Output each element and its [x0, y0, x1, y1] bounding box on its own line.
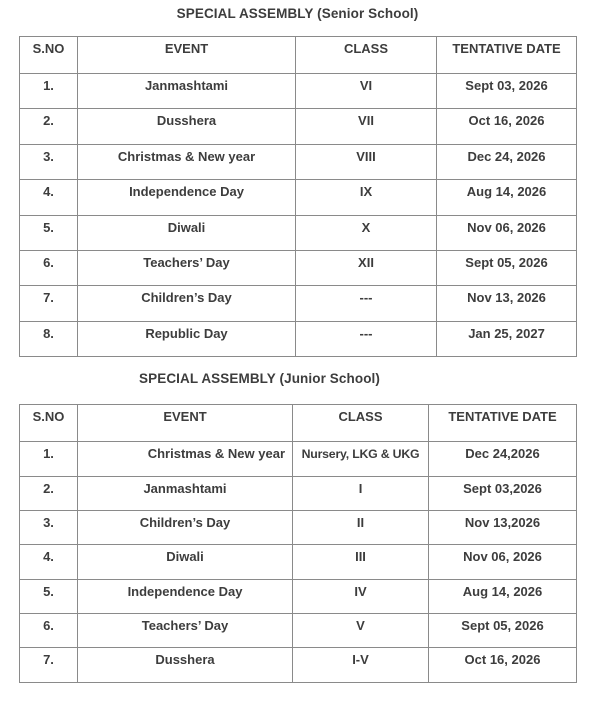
- table-row: [20, 215, 577, 250]
- junior-header-class: CLASS: [293, 405, 429, 442]
- cell-date: Nov 06, 2026: [429, 545, 577, 579]
- senior-section-title: SPECIAL ASSEMBLY (Senior School): [176, 6, 419, 21]
- cell-class: VI: [296, 74, 437, 109]
- cell-event: Dusshera: [78, 648, 293, 682]
- table-row: [20, 74, 577, 109]
- cell-event: Teachers’ Day: [78, 250, 296, 285]
- cell-sno: 2.: [20, 476, 78, 510]
- document-page: [0, 6, 602, 683]
- cell-sno: 5.: [20, 215, 78, 250]
- cell-event: Dusshera: [78, 109, 296, 144]
- cell-class: IV: [293, 579, 429, 613]
- cell-class: ---: [296, 286, 437, 321]
- cell-event: Christmas & New year: [78, 442, 293, 476]
- junior-header-event: EVENT: [78, 405, 293, 442]
- junior-header-date: TENTATIVE DATE: [429, 405, 577, 442]
- table-row: [20, 614, 577, 648]
- table-row: [20, 250, 577, 285]
- cell-event: Teachers’ Day: [78, 614, 293, 648]
- cell-class: I: [293, 476, 429, 510]
- cell-sno: 7.: [20, 648, 78, 682]
- cell-sno: 6.: [20, 614, 78, 648]
- cell-date: Oct 16, 2026: [437, 109, 577, 144]
- cell-sno: 5.: [20, 579, 78, 613]
- senior-header-row: [20, 37, 577, 74]
- cell-date: Dec 24,2026: [429, 442, 577, 476]
- cell-date: Sept 03, 2026: [437, 74, 577, 109]
- cell-class: VII: [296, 109, 437, 144]
- table-row: [20, 442, 577, 476]
- cell-date: Sept 05, 2026: [429, 614, 577, 648]
- cell-date: Dec 24, 2026: [437, 144, 577, 179]
- junior-assembly-table: [19, 404, 577, 683]
- cell-class: XII: [296, 250, 437, 285]
- cell-class: IX: [296, 180, 437, 215]
- cell-class: VIII: [296, 144, 437, 179]
- cell-class: Nursery, LKG & UKG: [293, 442, 429, 476]
- cell-event: Christmas & New year: [78, 144, 296, 179]
- cell-sno: 8.: [20, 321, 78, 356]
- cell-sno: 4.: [20, 545, 78, 579]
- cell-date: Aug 14, 2026: [437, 180, 577, 215]
- senior-header-date: TENTATIVE DATE: [437, 37, 577, 74]
- senior-header-class: CLASS: [296, 37, 437, 74]
- senior-header-sno: S.NO: [20, 37, 78, 74]
- cell-event: Diwali: [78, 215, 296, 250]
- cell-event: Diwali: [78, 545, 293, 579]
- cell-class: II: [293, 510, 429, 544]
- cell-sno: 1.: [20, 442, 78, 476]
- table-row: [20, 476, 577, 510]
- table-row: [20, 545, 577, 579]
- cell-date: Jan 25, 2027: [437, 321, 577, 356]
- cell-sno: 1.: [20, 74, 78, 109]
- cell-class: V: [293, 614, 429, 648]
- cell-date: Nov 13, 2026: [437, 286, 577, 321]
- cell-class: X: [296, 215, 437, 250]
- cell-sno: 3.: [20, 510, 78, 544]
- cell-sno: 4.: [20, 180, 78, 215]
- junior-header-row: [20, 405, 577, 442]
- cell-event: Janmashtami: [78, 74, 296, 109]
- cell-event: Children’s Day: [78, 286, 296, 321]
- cell-date: Sept 05, 2026: [437, 250, 577, 285]
- senior-assembly-table: [19, 36, 577, 357]
- table-row: [20, 579, 577, 613]
- cell-class: III: [293, 545, 429, 579]
- table-row: [20, 321, 577, 356]
- table-row: [20, 180, 577, 215]
- junior-header-sno: S.NO: [20, 405, 78, 442]
- cell-sno: 3.: [20, 144, 78, 179]
- cell-event: Children’s Day: [78, 510, 293, 544]
- cell-event: Independence Day: [78, 180, 296, 215]
- cell-date: Aug 14, 2026: [429, 579, 577, 613]
- cell-date: Nov 06, 2026: [437, 215, 577, 250]
- table-row: [20, 286, 577, 321]
- senior-header-event: EVENT: [78, 37, 296, 74]
- cell-event: Republic Day: [78, 321, 296, 356]
- table-row: [20, 144, 577, 179]
- cell-class: I-V: [293, 648, 429, 682]
- cell-date: Sept 03,2026: [429, 476, 577, 510]
- cell-sno: 2.: [20, 109, 78, 144]
- cell-event: Independence Day: [78, 579, 293, 613]
- table-row: [20, 510, 577, 544]
- cell-class: ---: [296, 321, 437, 356]
- cell-event: Janmashtami: [78, 476, 293, 510]
- junior-section-title: SPECIAL ASSEMBLY (Junior School): [139, 371, 380, 387]
- cell-date: Oct 16, 2026: [429, 648, 577, 682]
- cell-sno: 6.: [20, 250, 78, 285]
- table-row: [20, 648, 577, 682]
- table-row: [20, 109, 577, 144]
- cell-sno: 7.: [20, 286, 78, 321]
- cell-date: Nov 13,2026: [429, 510, 577, 544]
